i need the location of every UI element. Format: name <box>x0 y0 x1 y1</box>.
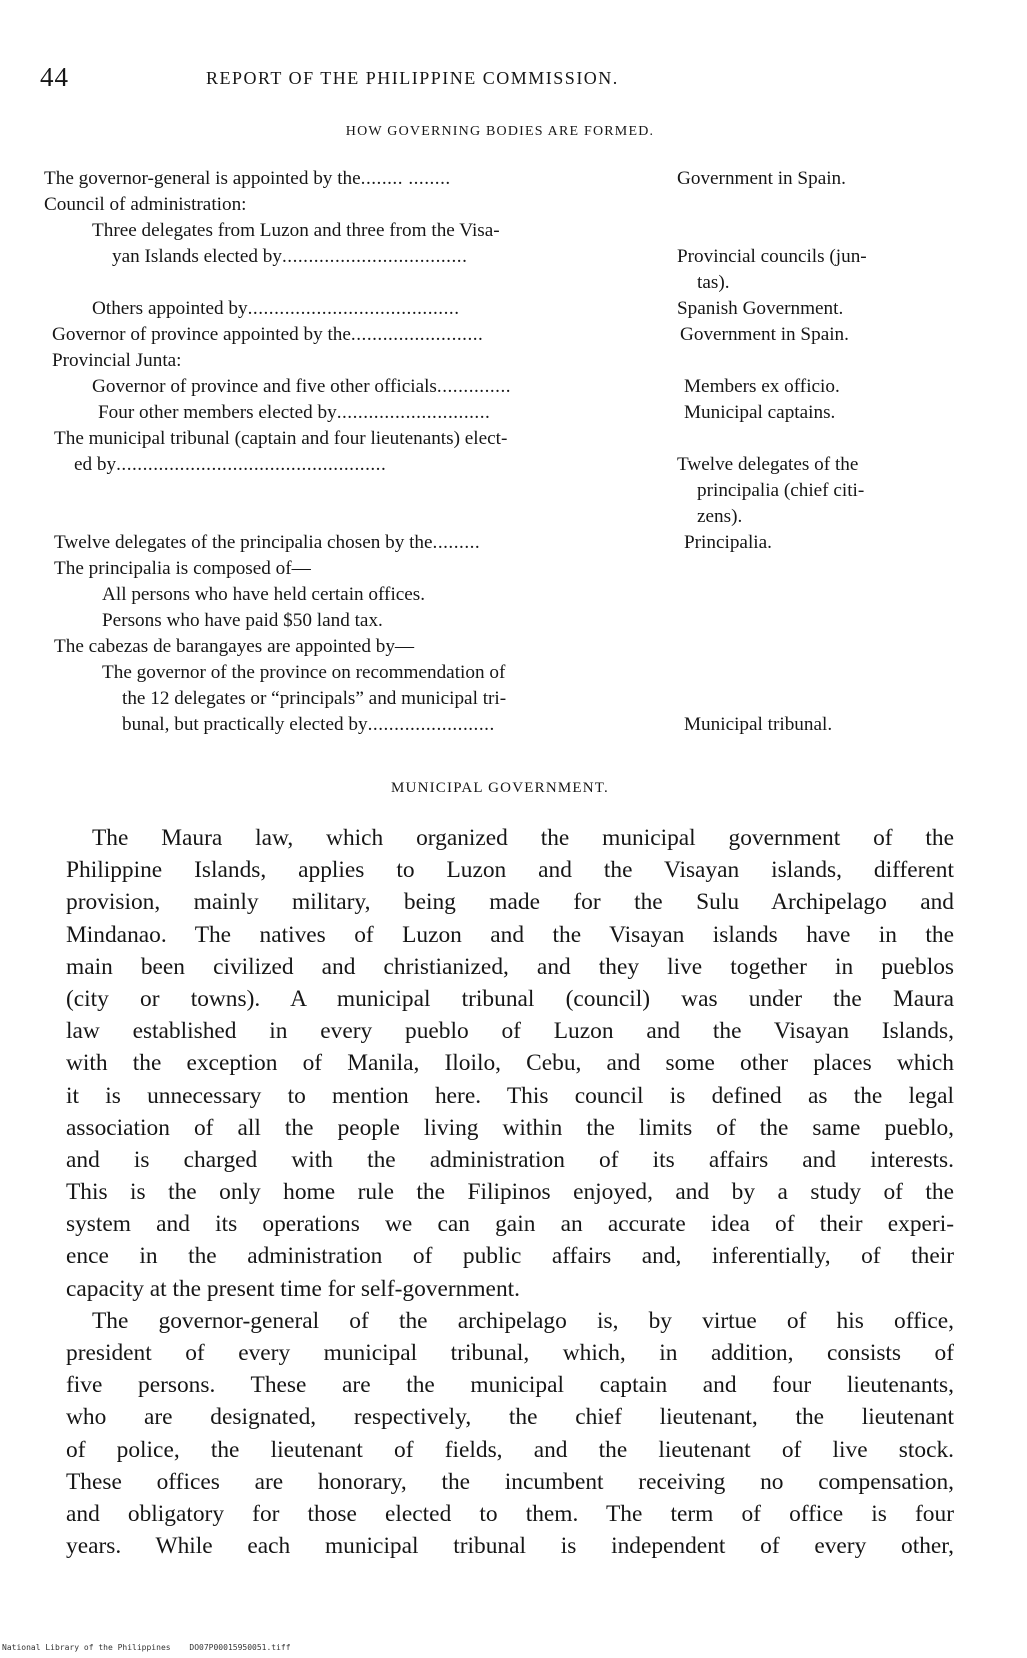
row-description: Three delegates from Luzon and three from the Visa- <box>92 220 500 241</box>
table-row <box>0 556 1027 582</box>
table-row <box>0 426 1027 452</box>
row-description: Twelve delegates of the principalia chosen by the......... <box>54 532 481 553</box>
row-description: Persons who have paid $50 land tax. <box>102 610 383 631</box>
row-description: the 12 delegates or “principals” and municipal tri- <box>122 688 507 709</box>
table-row <box>0 686 1027 712</box>
paragraph-1-line: main been civilized and christianized, and they live together in pueblos <box>66 953 954 980</box>
paragraph-1-line: system and its operations we can gain an accurate idea of their experi- <box>66 1211 954 1238</box>
table-row <box>0 244 1027 270</box>
row-description: ed by................................................... <box>74 454 387 475</box>
row-description: All persons who have held certain offices. <box>102 584 426 605</box>
row-authority: Provincial councils (jun- <box>677 246 867 267</box>
row-description: The municipal tribunal (captain and four lieutenants) elect- <box>54 428 508 449</box>
leader-dots: ......................... <box>350 324 484 345</box>
row-authority: principalia (chief citi- <box>697 480 865 501</box>
row-description: The cabezas de barangayes are appointed by— <box>54 636 415 657</box>
table-row <box>0 608 1027 634</box>
leader-dots: .............. <box>436 376 512 397</box>
paragraph-2-line: five persons. These are the municipal captain and four lieutenants, <box>66 1372 954 1399</box>
paragraph-2-line: These offices are honorary, the incumbent receiving no compensation, <box>66 1468 954 1495</box>
leader-dots: ......... <box>432 532 481 553</box>
paragraph-2-line: of police, the lieutenant of fields, and the lieutenant of live stock. <box>66 1436 954 1463</box>
paragraph-1-line: association of all the people living within the limits of the same pueblo, <box>66 1114 954 1141</box>
row-description: The governor-general is appointed by the........ ........ <box>44 168 451 189</box>
table-row <box>0 530 1027 556</box>
row-authority: tas). <box>697 272 730 293</box>
paragraph-1-line: provision, mainly military, being made for the Sulu Archipelago and <box>66 889 954 916</box>
page-header <box>40 62 980 92</box>
paragraph-1-line: The Maura law, which organized the municipal government of the <box>92 825 954 851</box>
table-row <box>0 582 1027 608</box>
table-row <box>0 322 1027 348</box>
row-authority: Municipal captains. <box>684 402 836 423</box>
table-row <box>0 166 1027 192</box>
row-description: The principalia is composed of— <box>54 558 311 579</box>
row-authority: Municipal tribunal. <box>684 714 833 735</box>
paragraph-1-line: This is the only home rule the Filipinos enjoyed, and by a study of the <box>66 1179 954 1206</box>
leader-dots: ........................ <box>367 714 495 735</box>
paragraph-2-line: years. While each municipal tribunal is independent of every other, <box>66 1533 954 1560</box>
table-row <box>0 296 1027 322</box>
page-footer <box>2 1643 305 1652</box>
table-row <box>0 452 1027 478</box>
table-row <box>0 478 1027 504</box>
table-row <box>0 270 1027 296</box>
paragraph-1-line: ence in the administration of public affairs and, inferentially, of their <box>66 1243 954 1270</box>
paragraph-1 <box>66 822 954 1305</box>
footer-library: National Library of the Philippines <box>2 1643 171 1652</box>
row-description: Governor of province appointed by the......................... <box>52 324 484 345</box>
row-description: Council of administration: <box>44 194 247 215</box>
leader-dots: ........ ........ <box>360 168 451 189</box>
paragraph-1-line: (city or towns). A municipal tribunal (council) was under the Maura <box>66 985 954 1012</box>
page-number: 44 <box>40 62 69 92</box>
table-row <box>0 400 1027 426</box>
row-description: Governor of province and five other officials.............. <box>92 376 512 397</box>
row-authority: zens). <box>697 506 743 527</box>
table-row <box>0 660 1027 686</box>
row-description: Provincial Junta: <box>52 350 182 371</box>
paragraph-1-line: it is unnecessary to mention here. This council is defined as the legal <box>66 1082 954 1109</box>
table-row <box>0 192 1027 218</box>
row-authority: Spanish Government. <box>677 298 844 319</box>
row-description: Four other members elected by............................. <box>98 402 491 423</box>
table-row <box>0 712 1027 738</box>
paragraph-2-line: and obligatory for those elected to them. The term of office is four <box>66 1500 954 1527</box>
paragraph-2-line: president of every municipal tribunal, which, in addition, consists of <box>66 1340 954 1366</box>
leader-dots: ................................... <box>281 246 468 267</box>
paragraph-2-line: The governor-general of the archipelago is, by virtue of his office, <box>92 1307 954 1334</box>
leader-dots: ........................................ <box>247 298 460 319</box>
paragraph-1-line: Mindanao. The natives of Luzon and the Visayan islands have in the <box>66 921 954 948</box>
row-authority: Members ex officio. <box>684 376 840 397</box>
paragraph-2-line: who are designated, respectively, the chief lieutenant, the lieutenant <box>66 1404 954 1431</box>
row-authority: Twelve delegates of the <box>677 454 859 475</box>
paragraph-1-line: Philippine Islands, applies to Luzon and the Visayan islands, different <box>66 857 954 884</box>
row-description: yan Islands elected by................................... <box>112 246 468 267</box>
row-description: bunal, but practically elected by........................ <box>122 714 495 735</box>
paragraph-1-line: and is charged with the administration of its affairs and interests. <box>66 1146 954 1173</box>
paragraph-1-line: law established in every pueblo of Luzon and the Visayan Islands, <box>66 1018 954 1045</box>
running-head: REPORT OF THE PHILIPPINE COMMISSION. <box>206 68 619 88</box>
leader-dots: ................................................... <box>116 454 387 475</box>
leader-dots: ............................. <box>336 402 491 423</box>
table-row <box>0 504 1027 530</box>
paragraph-1-line: with the exception of Manila, Iloilo, Cebu, and some other places which <box>66 1050 954 1077</box>
row-authority: Principalia. <box>684 532 772 553</box>
section-heading-governing-bodies: HOW GOVERNING BODIES ARE FORMED. <box>345 124 655 139</box>
paragraph-1-line: capacity at the present time for self-government. <box>66 1275 520 1302</box>
table-row <box>0 348 1027 374</box>
row-authority: Government in Spain. <box>677 168 846 189</box>
table-row <box>0 374 1027 400</box>
paragraph-2 <box>66 1305 954 1563</box>
section-heading-municipal-government: MUNICIPAL GOVERNMENT. <box>391 780 609 796</box>
body-text <box>66 822 954 1562</box>
row-description: Others appointed by........................................ <box>92 298 460 319</box>
row-description: The governor of the province on recommendation of <box>102 662 506 683</box>
footer-file: DO07P00015950051.tiff <box>189 1643 291 1652</box>
row-authority: Government in Spain. <box>680 324 849 345</box>
table-row <box>0 634 1027 660</box>
table-row <box>0 218 1027 244</box>
